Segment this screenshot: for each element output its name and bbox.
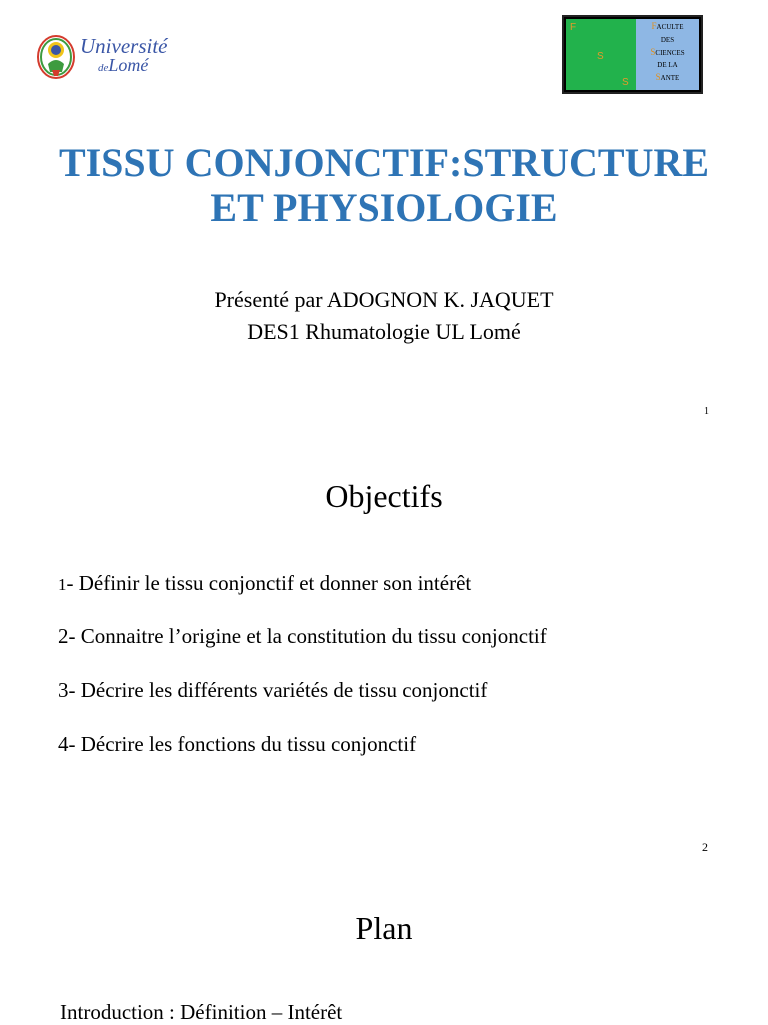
fss-line: DES [660, 35, 675, 44]
fss-letter-f: F [570, 22, 577, 33]
faculty-logo-text [636, 19, 699, 90]
page-number: 2 [702, 840, 708, 854]
objectives-title: Objectifs [325, 478, 443, 514]
objective-item: 3- Décrire les différents variétés de tissu conjonctif [58, 678, 488, 702]
plan-item: Introduction : Définition – Intérêt [60, 1000, 343, 1024]
university-city: deLomé [98, 55, 149, 75]
fss-letter-s1: S [597, 51, 604, 62]
faculty-logo [562, 15, 703, 94]
fss-letter-s2: S [622, 77, 629, 88]
title-line-1: TISSU CONJONCTIF:STRUCTURE [58, 140, 710, 185]
universite-de-lome-logo [36, 32, 186, 82]
objective-item: 4- Décrire les fonctions du tissu conjonctif [58, 732, 417, 756]
page-number: 1 [704, 406, 709, 417]
faculty-logo-green-panel [566, 19, 636, 90]
fss-line: FACULTE [651, 21, 684, 31]
university-name: Université [80, 34, 168, 58]
university-emblem-icon [36, 34, 76, 80]
plan-title: Plan [355, 910, 413, 946]
presenter-affiliation: DES1 Rhumatologie UL Lomé [247, 319, 521, 344]
fss-line: DE LA [657, 61, 678, 70]
fss-line: SANTE [655, 72, 680, 83]
objective-item: 1- Définir le tissu conjonctif et donner son intérêt [58, 571, 472, 595]
fss-line: SCIENCES [650, 46, 685, 57]
title-line-2: ET PHYSIOLOGIE [210, 185, 558, 230]
objective-item: 2- Connaitre l’origine et la constitution du tissu conjonctif [58, 624, 547, 648]
presenter-name: Présenté par ADOGNON K. JAQUET [214, 287, 554, 312]
presentation-title [0, 140, 768, 230]
presenter-block [0, 284, 768, 348]
